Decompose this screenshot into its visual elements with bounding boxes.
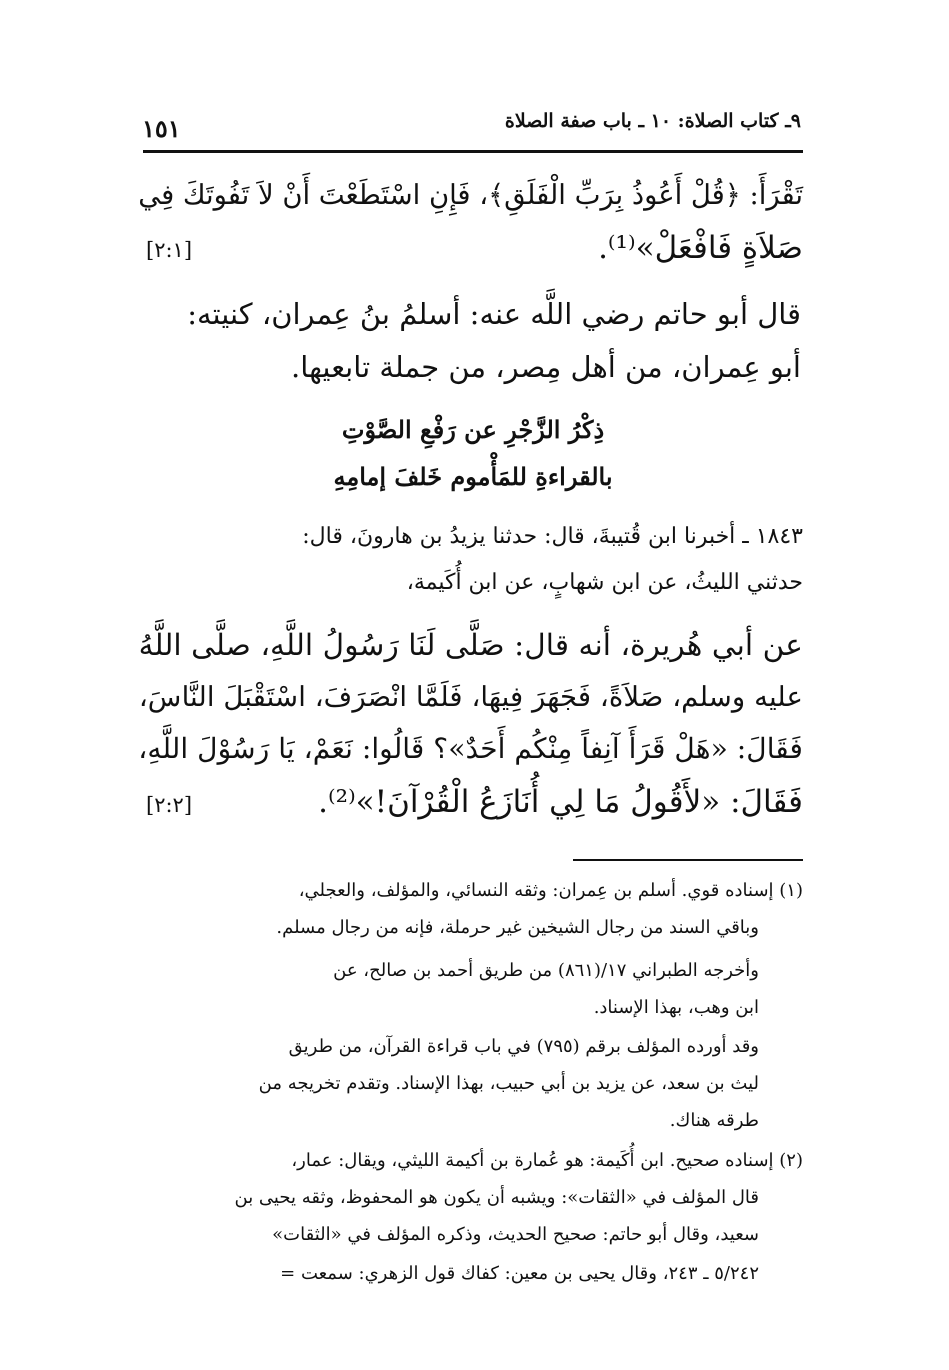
footnote-line: ليث بن سعد، عن يزيد بن أبي حبيب، بهذا الإسناد. وتقدم تخريجه من [258,1073,759,1094]
hadith-reference: [٢:١] [146,238,193,262]
footnote-line: (١) إسناده قوي. أسلم بن عِمران: وثقه النسائي، والمؤلف، والعجلي، [298,880,803,901]
footnote-line: قال المؤلف في «الثقات»: ويشبه أن يكون هو المحفوظ، وثقه يحيى بن [234,1187,759,1208]
footnote-line: وباقي السند من رجال الشيخين غير حرملة، فإنه من رجال مسلم. [276,917,759,938]
running-header-chapter: ٩ـ كتاب الصلاة: ١٠ ـ باب صفة الصلاة [504,110,801,132]
section-heading: ذِكْرُ الزَّجْرِ عن رَفْعِ الصَّوْتِ [341,415,605,444]
narrator-note-line: قال أبو حاتم رضي اللَّه عنه: أسلمُ بنُ عِمران، كنيته: [187,297,801,331]
hadith-text-line: فَقَالَ: «هَلْ قَرَأَ آنِفاً مِنْكُم أَحَدٌ»؟ قَالُوا: نَعَمْ، يَا رَسُوْلَ اللَّهِ، [138,732,803,765]
page-number: ١٥١ [142,114,181,143]
hadith-reference: [٢:٢] [146,793,193,817]
footnote-line: ابن وهب، بهذا الإسناد. [593,997,759,1018]
footnote-line: طرقه هناك. [669,1110,759,1131]
narrator-note-line: أبو عِمران، من أهل مِصر، من جملة تابعيها. [291,350,801,384]
footnote-line: وقد أورده المؤلف برقم (٧٩٥) في باب قراءة القرآن، من طريق [288,1036,759,1057]
footnote-rule [573,859,803,861]
footnote-line: وأخرجه الطبراني ١٧/(٨٦١) من طريق أحمد بن صالح، عن [333,960,759,981]
hadith-chain-line: حدثني الليثُ، عن ابن شهابٍ، عن ابن أُكَيمة، [406,570,803,595]
section-heading: بالقراءةِ للمَأْموم خَلفَ إمامِهِ [333,462,613,491]
footnote-line: ٥/٢٤٢ ـ ٢٤٣، وقال يحيى بن معين: كفاك قول الزهري: سمعت = [280,1263,759,1284]
footnote-line: سعيد، وقال أبو حاتم: صحيح الحديث، وذكره المؤلف في «الثقات» [272,1224,759,1245]
header-rule [143,150,803,153]
footnote-line: (٢) إسناده صحيح. ابن أُكَيمة: هو عُمارة بن أكيمة الليثي، ويقال: عمار، [291,1150,803,1171]
hadith-continuation-line: تَقْرَأَ: ﴿قُلْ أَعُوذُ بِرَبِّ الْفَلَقِ﴾، فَإِنِ اسْتَطَعْتَ أَنْ لاَ تَفُوتَكَ فِي [138,180,803,211]
hadith-chain-line: ١٨٤٣ ـ أخبرنا ابن قُتيبةَ، قال: حدثنا يزيدُ بن هارونَ، قال: [302,524,803,549]
hadith-continuation-line: صَلاَةٍ فَافْعَلْ»⁽¹⁾. [598,230,803,266]
hadith-text-line: عليه وسلم، صَلاَةً، فَجَهَرَ فِيهَا، فَلَمَّا انْصَرَفَ، اسْتَقْبَلَ النَّاسَ، [138,680,803,713]
hadith-text-line: فَقَالَ: «لأَقُولُ مَا لِي أُنَازَعُ الْقُرْآنَ!»⁽²⁾. [318,784,803,820]
hadith-text-line: عن أبي هُريرة، أنه قال: صَلَّى لَنَا رَسُولُ اللَّهِ، صلَّى اللَّهُ [138,628,803,663]
